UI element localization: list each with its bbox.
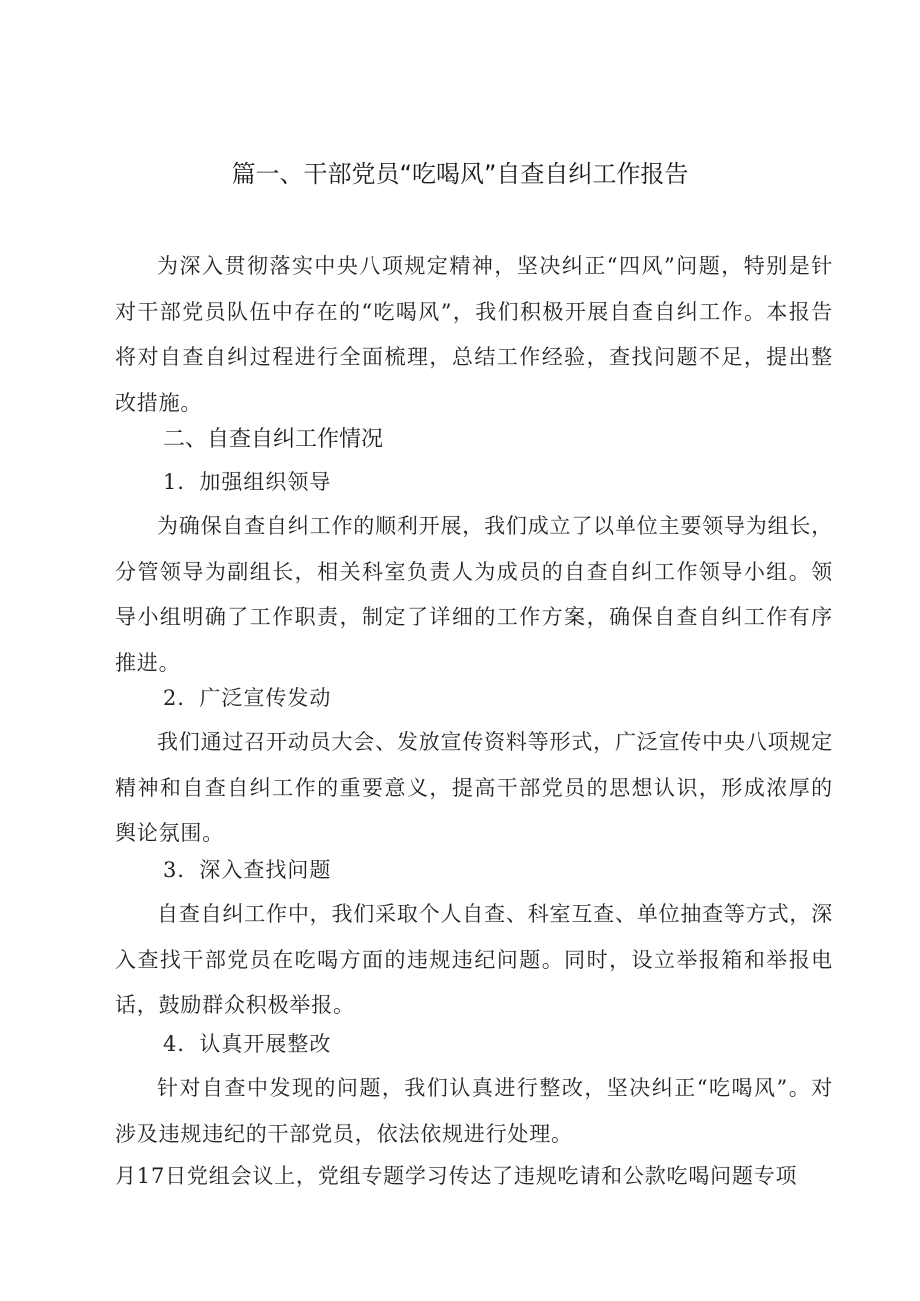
item-1-body: 为确保自查自纠工作的顺利开展，我们成立了以单位主要领导为组长，分管领导为副组长，相关科室负责人为成员的自查自纠工作领导小组。领导小组明确了工作职责，制定了详细的工作方案，确保自查自纠工作有序推进。 <box>115 514 833 675</box>
document-title: 篇一、干部党员“吃喝风”自查自纠工作报告 <box>231 160 689 188</box>
item-4-body: 针对自查中发现的问题，我们认真进行整改，坚决纠正“吃喝风”。对涉及违规违纪的干部党员，依法依规进行处理。 <box>115 1076 833 1146</box>
item-2-body: 我们通过召开动员大会、发放宣传资料等形式，广泛宣传中央八项规定精神和自查自纠工作的重要意义，提高干部党员的思想认识，形成浓厚的舆论氛围。 <box>115 730 833 846</box>
intro-paragraph: 为深入贯彻落实中央八项规定精神，坚决纠正“四风”问题，特别是针对干部党员队伍中存在的“吃喝风”，我们积极开展自查自纠工作。本报告将对自查自纠过程进行全面梳理，总结工作经验，查找问题不足，提出整改措施。 <box>115 254 833 415</box>
item-4-heading: 4．认真开展整改 <box>163 1032 332 1056</box>
item-3-body: 自查自纠工作中，我们采取个人自查、科室互查、单位抽查等方式，深入查找干部党员在吃喝方面的违规违纪问题。同时，设立举报箱和举报电话，鼓励群众积极举报。 <box>115 902 833 1018</box>
section-heading: 二、自查自纠工作情况 <box>163 427 384 452</box>
continuation-line: 月17日党组会议上，党组专题学习传达了违规吃请和公款吃喝问题专项 <box>115 1164 798 1188</box>
item-1-heading: 1．加强组织领导 <box>163 470 332 494</box>
item-2-heading: 2．广泛宣传发动 <box>163 686 332 710</box>
item-3-heading: 3．深入查找问题 <box>163 858 332 882</box>
